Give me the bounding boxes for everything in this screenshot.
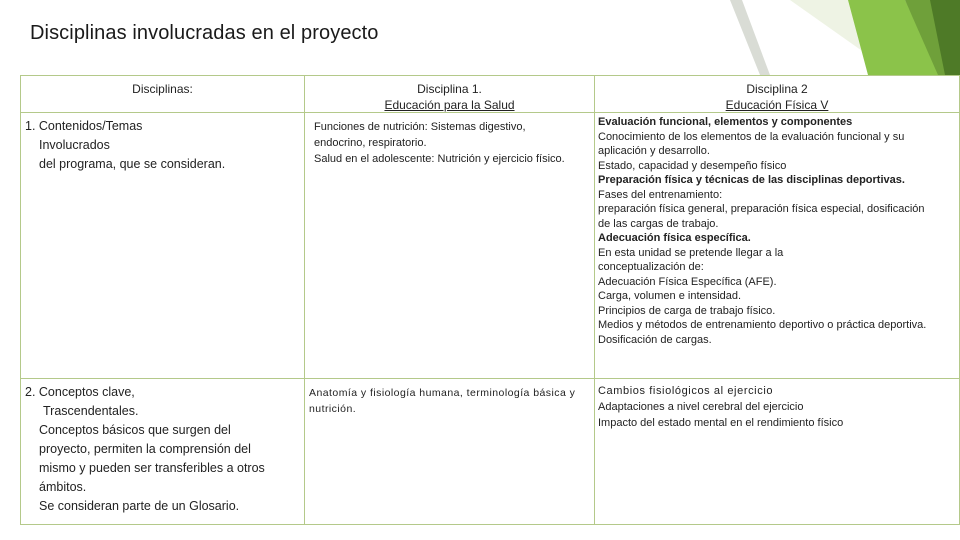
- header-col2-line1: Disciplina 1.: [417, 82, 482, 96]
- row2-right-line: Adaptaciones a nivel cerebral del ejercicio: [598, 401, 804, 413]
- row1-right-line: Conocimiento de los elementos de la evaluación funcional y su: [598, 130, 905, 143]
- row2-mid-line: Anatomía y fisiología humana, terminología básica y: [309, 387, 576, 399]
- row1-mid-line: endocrino, respiratorio.: [314, 137, 427, 149]
- row2-left-line: Conceptos básicos que surgen del: [39, 423, 231, 437]
- row1-right-line: preparación física general, preparación física especial, dosificación: [598, 203, 925, 215]
- header-col3-line2: Educación Física V: [725, 98, 829, 112]
- row1-right-line: Carga, volumen e intensidad.: [598, 290, 742, 302]
- row2-mid-cell: [304, 378, 595, 525]
- row2-left-line: Se consideran parte de un Glosario.: [39, 499, 240, 513]
- row1-right-line: Principios de carga de trabajo físico.: [598, 304, 776, 317]
- row1-mid-line: Salud en el adolescente: Nutrición y ejercicio físico.: [314, 153, 565, 165]
- row2-right-line: Impacto del estado mental en el rendimiento físico: [598, 417, 844, 429]
- disciplines-table: [20, 75, 960, 525]
- row1-right-line: Estado, capacidad y desempeño físico: [598, 159, 787, 172]
- row1-left-cell: [20, 112, 305, 379]
- row1-left-line: Involucrados: [39, 138, 110, 152]
- row1-left-line: del programa, que se consideran.: [39, 157, 226, 171]
- row2-left-line: proyecto, permiten la comprensión del: [39, 442, 251, 456]
- row1-right-line: Dosificación de cargas.: [598, 333, 712, 346]
- row1-right-cell: [594, 112, 960, 379]
- row2-left-cell: [20, 378, 305, 525]
- row1-mid-line: Funciones de nutrición: Sistemas digestivo,: [314, 121, 526, 133]
- header-col2-line2: Educación para la Salud: [384, 98, 515, 112]
- deco-line-gray: [730, 0, 770, 75]
- row1-mid-cell: [304, 112, 595, 379]
- row1-right-line: En esta unidad se pretende llegar a la: [598, 246, 784, 259]
- row2-right-cell: [594, 378, 960, 525]
- row2-right-line: Cambios fisiológicos al ejercicio: [598, 385, 774, 397]
- row1-right-line: Evaluación funcional, elementos y componentes: [598, 116, 853, 128]
- row2-left-line: mismo y pueden ser transferibles a otros: [39, 461, 265, 475]
- row1-right-line: Fases del entrenamiento:: [598, 188, 723, 201]
- row1-right-line: conceptualización de:: [598, 261, 704, 273]
- header-cell-disciplina-1: [304, 75, 595, 113]
- row1-left-line: 1. Contenidos/Temas: [25, 119, 143, 133]
- row1-right-line: Adecuación física específica.: [598, 232, 751, 244]
- row2-left-line: Trascendentales.: [43, 404, 139, 418]
- row2-left-line: ámbitos.: [39, 480, 87, 494]
- row1-right-line: Adecuación Física Específica (AFE).: [598, 275, 777, 288]
- row2-left-line: 2. Conceptos clave,: [25, 385, 135, 399]
- header-col3-line1: Disciplina 2: [746, 82, 808, 96]
- header-cell-disciplina-2: [594, 75, 960, 113]
- row1-right-line: Preparación física y técnicas de las disciplinas deportivas.: [598, 174, 905, 186]
- page-title: Disciplinas involucradas en el proyecto: [30, 22, 379, 44]
- header-cell-disciplinas: [20, 75, 305, 113]
- row1-right-line: Medios y métodos de entrenamiento deportivo o práctica deportiva.: [598, 319, 927, 331]
- row1-right-line: de las cargas de trabajo.: [598, 217, 719, 230]
- row2-mid-line: nutrición.: [309, 403, 357, 415]
- row1-right-line: aplicación y desarrollo.: [598, 145, 710, 157]
- header-col1-label: Disciplinas:: [132, 82, 193, 96]
